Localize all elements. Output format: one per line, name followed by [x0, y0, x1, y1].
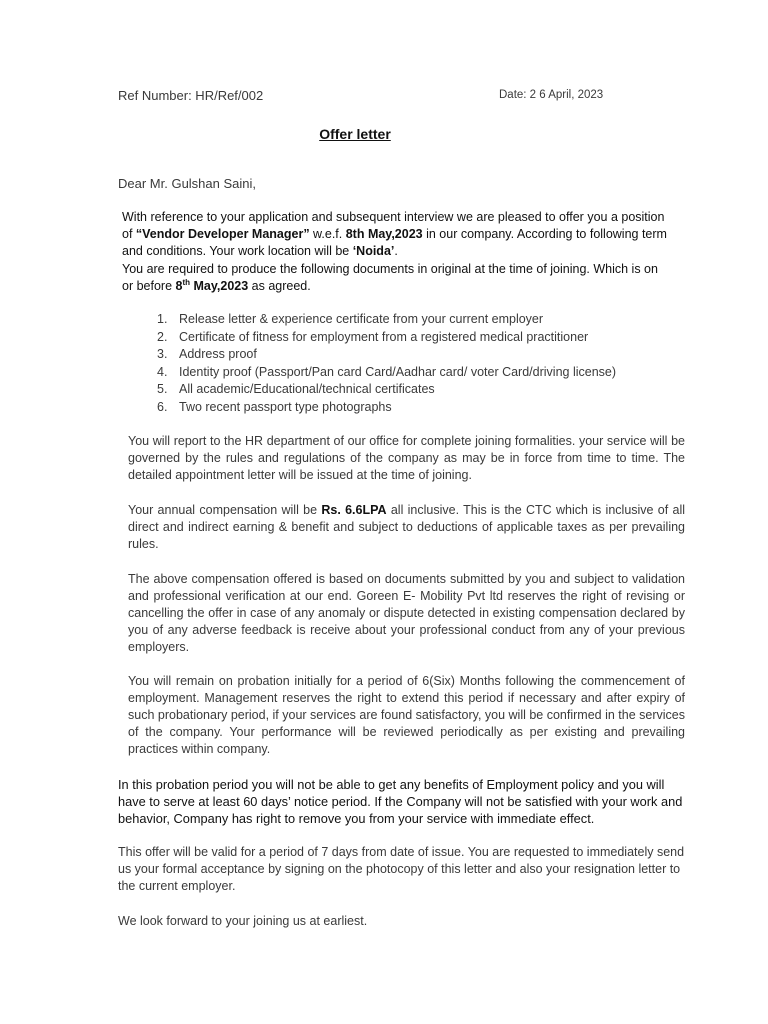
reference-number: Ref Number: HR/Ref/002: [118, 88, 264, 103]
documents-intro-paragraph: [122, 261, 670, 295]
documents-intro-text-end: as agreed.: [248, 279, 311, 293]
joining-date: 8th May,2023: [345, 227, 423, 241]
letter-title: Offer letter: [319, 126, 391, 142]
letter-date: Date: 2 6 April, 2023: [499, 89, 604, 101]
reporting-paragraph: You will report to the HR department of our office for complete joining formalities. your service will be governed by the rules and regulations of the company as may be in force from time to time. The detailed appointment letter will be issued at the time of joining.: [128, 434, 685, 482]
list-item: 6. Two recent passport type photographs: [157, 399, 392, 414]
offer-text-1: With reference to your application and subsequent interview we are pleased to offer you a position of: [122, 210, 665, 241]
list-item: 2. Certificate of fitness for employment from a registered medical practitioner: [157, 329, 589, 344]
offer-text-4: .: [394, 244, 398, 258]
validity-paragraph: This offer will be valid for a period of 7 days from date of issue. You are requested to immediately send us your formal acceptance by signing on the photocopy of this letter and also your resignation letter to the current employer.: [118, 845, 685, 893]
list-item: 4. Identity proof (Passport/Pan card Card/Aadhar card/ voter Card/driving license): [157, 364, 617, 379]
position-title: “Vendor Developer Manager”: [135, 227, 310, 241]
probation-paragraph: You will remain on probation initially for a period of 6(Six) Months following the commencement of employment. Management reserves the right to extend this period if necessary and after expiry of such probationary period, if your services are found satisfactory, you will be confirmed in the services of the company. Your performance will be reviewed periodically as per existing and prevailing practices within company.: [128, 674, 685, 756]
compensation-paragraph: Your annual compensation will be Rs. 6.6LPA all inclusive. This is the CTC which is inclusive of all direct and indirect earning & benefit and subject to deductions of applicable taxes as per prevailing rules.: [128, 503, 686, 551]
probation-terms-paragraph: In this probation period you will not be able to get any benefits of Employment policy and you will have to serve at least 60 days’ notice period. If the Company will not be satisfied with your work and behavior, Company has right to remove you from your service with immediate effect.: [118, 777, 683, 826]
offer-paragraph: [122, 209, 670, 260]
list-item: 1. Release letter & experience certificate from your current employer: [157, 312, 544, 326]
work-location: ‘Noida’: [352, 244, 395, 258]
documents-due-date: 8th May,2023: [175, 277, 249, 293]
offer-text-2: w.e.f.: [309, 227, 346, 241]
offer-text-3: in our company. According to following term and conditions. Your work location will be: [122, 227, 667, 258]
salutation: Dear Mr. Gulshan Saini,: [118, 176, 257, 191]
list-item: 3. Address proof: [157, 347, 257, 362]
verification-paragraph: The above compensation offered is based on documents submitted by you and subject to validation and professional verification at our end. Goreen E- Mobility Pvt ltd reserves the right of revising or cancelling the offer in case of any anomaly or dispute detected in existing compensation declared by you of any adverse feedback is receive about your professional conduct from any of your previous employers.: [128, 572, 685, 654]
compensation-amount: Rs. 6.6LPA: [321, 503, 387, 517]
list-item: 5. All academic/Educational/technical certificates: [157, 382, 435, 397]
closing-line: We look forward to your joining us at earliest.: [118, 914, 368, 928]
required-documents-list: [157, 311, 677, 417]
documents-intro-text: You are required to produce the following documents in original at the time of joining. Which is on or before: [122, 262, 658, 293]
